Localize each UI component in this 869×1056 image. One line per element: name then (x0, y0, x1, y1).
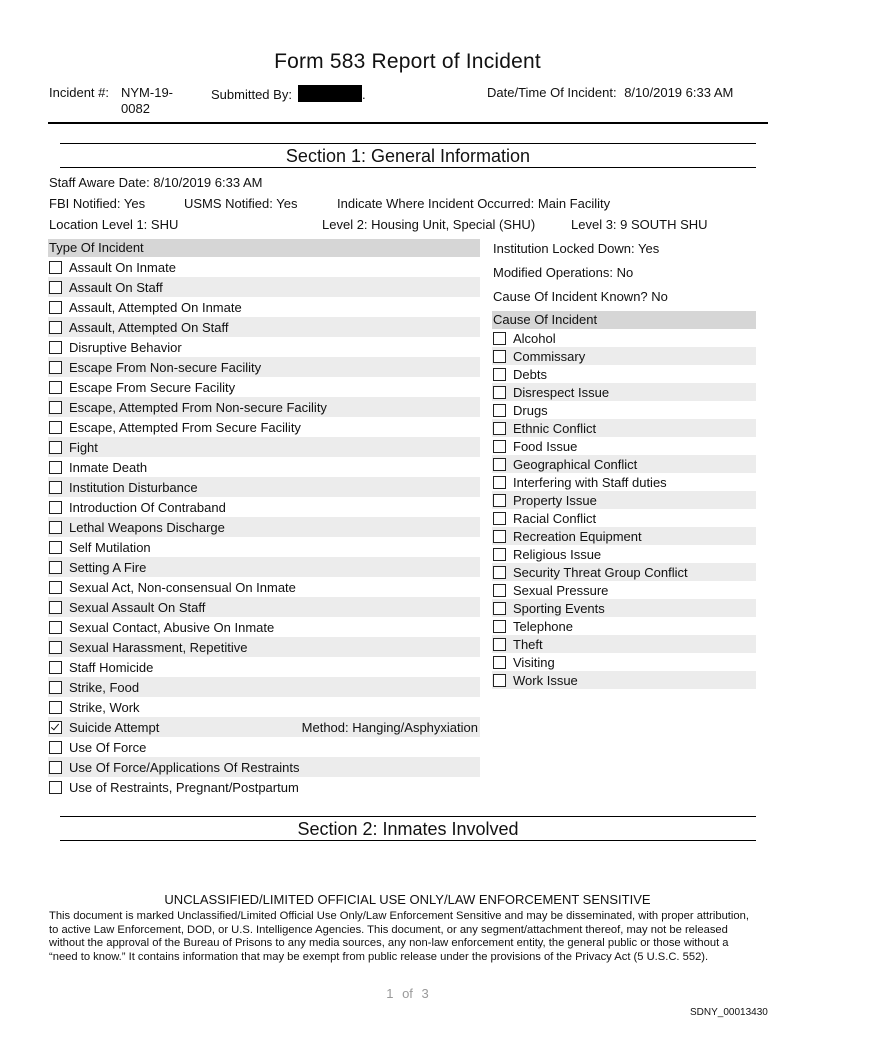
checkbox-row (48, 277, 480, 297)
checkbox-row (48, 437, 480, 457)
checkbox[interactable] (493, 458, 506, 471)
checkbox-row (48, 337, 480, 357)
checkbox[interactable] (493, 548, 506, 561)
checkbox-row (48, 397, 480, 417)
checkbox[interactable] (49, 381, 62, 394)
checkbox[interactable] (49, 541, 62, 554)
checkbox-label: Sexual Pressure (513, 582, 609, 598)
checkbox-label: Institution Disturbance (69, 479, 198, 495)
checkbox-label: Use Of Force/Applications Of Restraints (69, 759, 300, 775)
checkbox-row (492, 419, 756, 437)
checkbox-row (492, 653, 756, 671)
checkbox[interactable] (49, 741, 62, 754)
bates-number: SDNY_00013430 (690, 1007, 768, 1018)
location-level-2: Level 2: Housing Unit, Special (SHU) (322, 217, 536, 232)
checkbox-row (48, 457, 480, 477)
checkbox-row (48, 657, 480, 677)
page-of: of (402, 986, 413, 1001)
checkbox-label: Fight (69, 439, 98, 455)
checkbox[interactable] (49, 401, 62, 414)
checkbox-label: Introduction Of Contraband (69, 499, 226, 515)
checkbox-label: Disruptive Behavior (69, 339, 182, 355)
page-current: 1 (386, 986, 394, 1001)
checkbox-row (492, 635, 756, 653)
checkbox-label: Sexual Harassment, Repetitive (69, 639, 248, 655)
institution-locked-down: Institution Locked Down: Yes (493, 241, 660, 256)
usms-notified: USMS Notified: Yes (184, 196, 298, 211)
page-indicator (0, 986, 815, 1001)
checkbox-label: Sexual Assault On Staff (69, 599, 206, 615)
incident-number-line2: 0082 (121, 101, 150, 116)
checkbox-row (492, 491, 756, 509)
checkbox[interactable] (493, 602, 506, 615)
checkbox-label: Geographical Conflict (513, 456, 638, 472)
checkbox[interactable] (493, 422, 506, 435)
checkbox-row (48, 757, 480, 777)
checkbox[interactable] (49, 621, 62, 634)
checkbox-row (48, 777, 480, 797)
checkbox-label: Assault, Attempted On Inmate (69, 299, 242, 315)
section2-top-rule (60, 816, 756, 817)
checkbox-row (48, 677, 480, 697)
checkbox-label: Inmate Death (69, 459, 148, 475)
type-of-incident-header: Type Of Incident (48, 239, 480, 257)
checkbox-row (48, 537, 480, 557)
checkbox-label: Use of Restraints, Pregnant/Postpartum (69, 779, 299, 795)
checkbox[interactable] (493, 638, 506, 651)
checkbox[interactable] (493, 512, 506, 525)
cause-of-incident-panel (492, 311, 756, 689)
checkbox-row (48, 717, 480, 737)
submitted-by-label: Submitted By: (211, 87, 292, 102)
checkbox-row (492, 671, 756, 689)
checkbox-label: Visiting (513, 654, 555, 670)
checkbox-label: Alcohol (513, 330, 556, 346)
checkbox[interactable] (49, 421, 62, 434)
location-level-3: Level 3: 9 SOUTH SHU (571, 217, 708, 232)
checkbox-label: Escape, Attempted From Secure Facility (69, 419, 301, 435)
checkbox-label: Setting A Fire (69, 559, 147, 575)
checkbox-row (48, 557, 480, 577)
classification-banner: UNCLASSIFIED/LIMITED OFFICIAL USE ONLY/LAW ENFORCEMENT SENSITIVE (164, 892, 651, 907)
checkbox[interactable] (493, 386, 506, 399)
checkbox-label: Debts (513, 366, 547, 382)
checkbox[interactable] (49, 581, 62, 594)
section1-title: Section 1: General Information (285, 146, 531, 166)
checkbox-row (492, 599, 756, 617)
method-value: Method: Hanging/Asphyxiation (301, 719, 478, 735)
checkbox[interactable] (49, 461, 62, 474)
checkbox-label: Sexual Contact, Abusive On Inmate (69, 619, 275, 635)
page-total: 3 (421, 986, 429, 1001)
checkbox-row (48, 257, 480, 277)
checkbox-label: Sexual Act, Non-consensual On Inmate (69, 579, 296, 595)
section2-title: Section 2: Inmates Involved (297, 819, 519, 839)
checkbox-row (48, 737, 480, 757)
checkbox[interactable] (493, 440, 506, 453)
checkbox-label: Staff Homicide (69, 659, 154, 675)
checkbox-row (48, 617, 480, 637)
checkbox-row (48, 357, 480, 377)
incident-number-value (121, 85, 173, 117)
checkbox-row (492, 365, 756, 383)
checkbox-label: Recreation Equipment (513, 528, 642, 544)
checkbox[interactable] (493, 620, 506, 633)
checkbox-label: Racial Conflict (513, 510, 597, 526)
checkbox-row (48, 297, 480, 317)
checkbox-row (492, 563, 756, 581)
checkbox[interactable] (49, 301, 62, 314)
checkbox[interactable] (493, 368, 506, 381)
checkbox-row (48, 577, 480, 597)
checkbox-row (492, 383, 756, 401)
checkbox-label: Sporting Events (513, 600, 605, 616)
checkbox[interactable] (49, 681, 62, 694)
checkbox-label: Escape From Non-secure Facility (69, 359, 262, 375)
checkbox-label: Security Threat Group Conflict (513, 564, 688, 580)
checkbox-label: Interfering with Staff duties (513, 474, 667, 490)
checkbox-label: Theft (513, 636, 543, 652)
section1-bottom-rule (60, 167, 756, 168)
checkbox[interactable] (493, 476, 506, 489)
checkbox[interactable] (49, 321, 62, 334)
cause-of-incident-list (492, 329, 756, 689)
checkbox-row (492, 581, 756, 599)
checkbox[interactable] (49, 561, 62, 574)
header-divider (48, 122, 768, 124)
checkbox-row (48, 477, 480, 497)
checkbox[interactable] (493, 530, 506, 543)
checkbox-label: Assault, Attempted On Staff (69, 319, 229, 335)
checkbox-row (492, 545, 756, 563)
checkbox-row (492, 617, 756, 635)
checkbox-row (492, 527, 756, 545)
checkbox-label: Disrespect Issue (513, 384, 610, 400)
checkbox-row (48, 497, 480, 517)
checkbox[interactable] (493, 494, 506, 507)
checkbox-row (492, 509, 756, 527)
checkbox[interactable] (49, 281, 62, 294)
checkbox[interactable] (49, 441, 62, 454)
checkbox[interactable] (49, 601, 62, 614)
redaction-box (298, 85, 362, 102)
submitted-by (211, 85, 366, 103)
cause-of-incident-header: Cause Of Incident (492, 311, 756, 329)
checkbox-row (48, 377, 480, 397)
checkbox-row (492, 401, 756, 419)
checkbox-label: Assault On Staff (69, 279, 163, 295)
form-title: Form 583 Report of Incident (274, 50, 541, 73)
incident-number-line1: NYM-19- (121, 85, 174, 100)
checkbox[interactable] (493, 404, 506, 417)
incident-datetime-value: 8/10/2019 6:33 AM (624, 85, 734, 100)
checkbox-row (492, 437, 756, 455)
checkbox-label: Suicide Attempt (69, 719, 160, 735)
checkbox[interactable] (493, 674, 506, 687)
checkbox-label: Telephone (513, 618, 573, 634)
checkbox-row (492, 347, 756, 365)
checkbox-row (492, 329, 756, 347)
modified-operations: Modified Operations: No (493, 265, 634, 280)
checkbox-row (492, 455, 756, 473)
checkbox[interactable] (49, 641, 62, 654)
checkbox[interactable] (49, 261, 62, 274)
checkbox[interactable] (49, 761, 62, 774)
checkbox-row (48, 597, 480, 617)
checkbox-row (48, 317, 480, 337)
checkbox-row (48, 637, 480, 657)
staff-aware-date: Staff Aware Date: 8/10/2019 6:33 AM (49, 175, 263, 190)
fbi-notified: FBI Notified: Yes (49, 196, 146, 211)
checkbox[interactable] (49, 341, 62, 354)
checkbox[interactable] (49, 501, 62, 514)
checkbox[interactable] (49, 361, 62, 374)
incident-datetime-label: Date/Time Of Incident: (487, 85, 617, 100)
checkbox[interactable] (49, 701, 62, 714)
checkbox-label: Religious Issue (513, 546, 602, 562)
type-of-incident-panel (48, 239, 480, 797)
checkbox[interactable] (49, 521, 62, 534)
incident-location: Indicate Where Incident Occurred: Main Facility (337, 196, 611, 211)
checkbox[interactable] (493, 656, 506, 669)
incident-datetime (487, 85, 733, 101)
checkbox[interactable] (493, 350, 506, 363)
section1-top-rule (60, 143, 756, 144)
checkbox[interactable] (49, 481, 62, 494)
location-level-1: Location Level 1: SHU (49, 217, 179, 232)
checkbox-checked[interactable] (49, 721, 62, 734)
checkbox-label: Property Issue (513, 492, 597, 508)
checkbox-label: Escape From Secure Facility (69, 379, 236, 395)
checkbox-row (492, 473, 756, 491)
checkbox[interactable] (493, 566, 506, 579)
checkbox-row (48, 517, 480, 537)
checkbox-label: Self Mutilation (69, 539, 151, 555)
checkbox-label: Ethnic Conflict (513, 420, 597, 436)
checkbox-label: Use Of Force (69, 739, 147, 755)
checkbox-label: Commissary (513, 348, 586, 364)
checkbox-row (48, 417, 480, 437)
cause-known: Cause Of Incident Known? No (493, 289, 668, 304)
checkbox-label: Food Issue (513, 438, 578, 454)
section2-bottom-rule (60, 840, 756, 841)
checkbox-label: Escape, Attempted From Non-secure Facility (69, 399, 327, 415)
submitted-by-suffix: . (361, 87, 366, 102)
type-of-incident-list (48, 257, 480, 797)
checkbox-label: Lethal Weapons Discharge (69, 519, 225, 535)
incident-number-label: Incident #: (49, 85, 109, 100)
checkbox-label: Drugs (513, 402, 548, 418)
checkbox-label: Strike, Food (69, 679, 140, 695)
checkbox-label: Assault On Inmate (69, 259, 176, 275)
checkbox[interactable] (49, 781, 62, 794)
checkbox[interactable] (493, 584, 506, 597)
checkbox-label: Strike, Work (69, 699, 140, 715)
dissemination-notice: This document is marked Unclassified/Limited Official Use Only/Law Enforcement Sensitive and may be disseminated, with proper attribution, to active Law Enforcement, DOD, or U.S. Intelligence Agencies. This document, or any segment/attachment thereof, may not be released without the approval of the Bureau of Prisons to any media sources, any non-law enforcement entity, the general public or those without a “need to know.” It contains information that may be exempt from public release under the provisions of the Privacy Act (5 U.S.C. 552). (49, 910, 749, 963)
checkbox[interactable] (49, 661, 62, 674)
checkbox[interactable] (493, 332, 506, 345)
checkbox-label: Work Issue (513, 672, 578, 688)
checkbox-row (48, 697, 480, 717)
